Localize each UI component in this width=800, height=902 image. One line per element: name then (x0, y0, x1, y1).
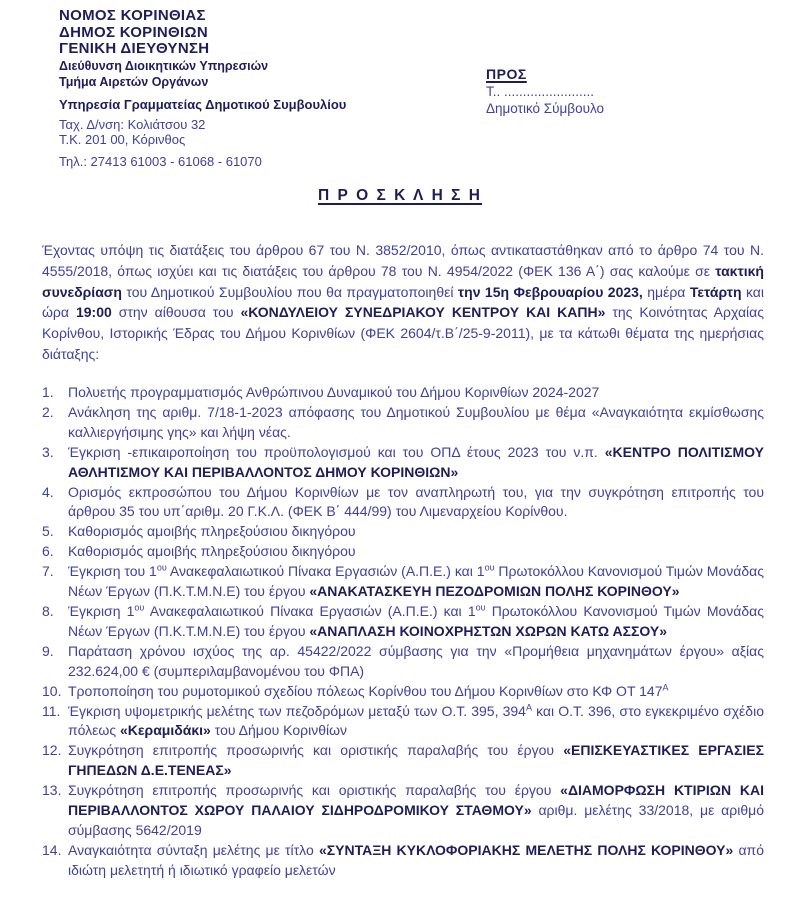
text-segment: Συγκρότηση επιτροπής προσωρινής και οριστικής παραλαβής του έργου (68, 782, 561, 799)
letterhead-contact-lines (59, 117, 479, 170)
letterhead-org-line: ΓΕΝΙΚΗ ΔΙΕΥΘΥΝΣΗ (59, 40, 210, 57)
text-segment: Παράταση χρόνου ισχύος της αρ. 45422/2022 σύμβασης για την «Προμήθεια μηχανημάτων έργου» αξίας 232.624,00 € (συμπεριλαμβανομένου του ΦΠΑ) (68, 642, 764, 679)
text-segment: 19:00 (75, 304, 112, 321)
agenda-item (42, 682, 764, 702)
text-segment: ου (134, 602, 145, 613)
document-title (0, 187, 800, 205)
agenda-item (42, 741, 764, 781)
text-segment: Πρωτοκόλλου Κανονισμού Τιμών Μονάδας Νέων Έργων (Π.Κ.Τ.Μ.Ν.Ε) του έργου (68, 563, 764, 600)
agenda-item (42, 841, 764, 881)
text-segment: και ώρα (42, 283, 764, 321)
text-segment: ου (484, 562, 495, 573)
agenda-item-text (68, 522, 764, 542)
letterhead-service-line: Υπηρεσία Γραμματείας Δημοτικού Συμβουλίου (59, 96, 347, 112)
agenda-item-number: 13. (42, 782, 62, 799)
text-segment: «ΣΥΝΤΑΞΗ ΚΥΚΛΟΦΟΡΙΑΚΗΣ ΜΕΛΕΤΗΣ ΠΟΛΗΣ ΚΟΡΙΝΘΟΥ» (318, 841, 734, 858)
agenda-item (42, 522, 764, 542)
text-segment: την 15η Φεβρουαρίου 2023, (457, 283, 643, 300)
agenda-item-number: 7. (42, 563, 54, 580)
agenda-item-text (68, 702, 764, 742)
recipient-role: Δημοτικό Σύμβουλο (486, 101, 605, 116)
text-segment: Ορισμός εκπροσώπου του Δήμου Κορινθίων με τον αναπληρωτή του, για την συγκρότηση επιτροπής του άρθρου 35 του υπ΄αριθμ. 20 Γ.Κ.Λ. (ΦΕΚ Β΄ 444/99) του Λιμεναρχείου Κορίνθου. (68, 483, 764, 520)
agenda-item-number: 2. (42, 403, 54, 420)
text-segment: αριθμ. μελέτης 33/2018, με αριθμό σύμβασης 5642/2019 (68, 802, 764, 838)
document-title-text: Π Ρ Ο Σ Κ Λ Η Σ Η (318, 187, 482, 204)
agenda-item-number: 8. (42, 602, 54, 619)
text-segment: και Ο.Τ. 396, στο εγκεκριμένο σχέδιο πόλεως (68, 702, 764, 739)
text-segment: από ιδιώτη μελετητή ή ιδιωτικό γραφείο μελετών (68, 841, 764, 878)
agenda-item-number: 1. (42, 384, 54, 400)
text-segment: Έγκριση του 1 (68, 563, 157, 580)
agenda-item-number: 4. (42, 483, 54, 500)
agenda-item (42, 443, 764, 483)
agenda-item-text (68, 562, 764, 602)
agenda-item (42, 562, 764, 602)
recipient-label: ΠΡΟΣ (486, 66, 527, 82)
text-segment: Α (662, 681, 669, 692)
text-segment: Ανακεφαλαιωτικού Πίνακα Εργασιών (Α.Π.Ε.) και 1 (144, 602, 476, 619)
text-segment: Έγκριση υψομετρικής μελέτης των πεζοδρόμων μεταξύ των Ο.Τ. 395, 394 (68, 702, 526, 719)
text-segment: Τετάρτη (689, 283, 742, 300)
text-segment: του Δήμου Κορινθίων (210, 722, 348, 739)
agenda-item (42, 781, 764, 841)
agenda-item-number: 10. (42, 682, 62, 699)
letterhead-dept-line: Τμήμα Αιρετών Οργάνων (59, 75, 209, 89)
text-segment: Αναγκαιότητα σύνταξη μελέτης με τίτλο (68, 841, 319, 858)
letterhead-org-lines (59, 8, 479, 58)
text-segment: Έχοντας υπόψη τις διατάξεις του άρθρου 67 του Ν. 3852/2010, όπως αντικαταστάθηκαν από το άρθρο 74 του Ν. 4555/2018, όπως ισχύει και τις διατάξεις του άρθρου 78 του Ν. 4954/2022 (ΦΕΚ 136 Α΄) σας καλούμε σε (42, 242, 764, 279)
intro-paragraph (42, 240, 764, 365)
agenda-item-text (68, 403, 764, 443)
text-segment: Α (525, 701, 532, 712)
text-segment: Πρωτοκόλλου Κανονισμού Τιμών Μονάδας Νέων Έργων (Π.Κ.Τ.Μ.Ν.Ε) του έργου (68, 602, 765, 639)
text-segment: «Κεραμιδάκι» (120, 722, 211, 739)
agenda-item-number: 11. (42, 702, 61, 719)
text-segment: Πολυετής προγραμματισμός Ανθρώπινου Δυναμικού του Δήμου Κορινθίων 2024-2027 (68, 384, 600, 400)
agenda-item (42, 602, 764, 642)
text-segment: «ΑΝΑΠΛΑΣΗ ΚΟΙΝΟΧΡΗΣΤΩΝ ΧΩΡΩΝ ΚΑΤΩ ΑΣΣΟΥ» (309, 622, 668, 639)
agenda-item-number: 5. (42, 523, 54, 540)
letterhead-dept-lines (59, 59, 479, 91)
agenda-list (42, 383, 764, 881)
agenda-item-text (68, 383, 764, 403)
agenda-item-text (68, 443, 764, 483)
text-segment: ου (156, 562, 167, 573)
text-segment: Καθορισμός αμοιβής πληρεξούσιου δικηγόρου (68, 523, 356, 540)
text-segment: «ΔΙΑΜΟΡΦΩΣΗ ΚΤΙΡΙΩΝ ΚΑΙ ΠΕΡΙΒΑΛΛΟΝΤΟΣ ΧΩΡΟΥ ΠΑΛΑΙΟΥ ΣΙΔΗΡΟΔΡΟΜΙΚΟΥ ΣΤΑΘΜΟΥ» (68, 782, 764, 819)
agenda-item-text (68, 682, 764, 702)
text-segment: Τροποποίηση του ρυμοτομικού σχεδίου πόλεως Κορίνθου του Δήμου Κορινθίων στο ΚΦ ΟΤ 147 (68, 682, 663, 699)
agenda-item-text (68, 602, 764, 642)
text-segment: Ανακεφαλαιωτικού Πίνακα Εργασιών (Α.Π.Ε.) και 1 (166, 563, 485, 580)
agenda-item-text (68, 483, 764, 523)
agenda-item-number: 3. (42, 443, 54, 460)
text-segment: της Κοινότητας Αρχαίας Κορίνθου, Ιστορικής Έδρας του Δήμου Κορινθίων (ΦΕΚ 2604/τ.Β΄/25-9-2011), με τα κάτωθι θέματα της ημερήσιας διάταξης: (42, 304, 764, 362)
text-segment: του Δημοτικού Συμβουλίου που θα πραγματοποιηθεί (121, 283, 458, 300)
agenda-item-text (68, 741, 764, 781)
text-segment: «ΕΠΙΣΚΕΥΑΣΤΙΚΕΣ ΕΡΓΑΣΙΕΣ ΓΗΠΕΔΩΝ Δ.Ε.ΤΕΝΕΑΣ» (68, 742, 764, 779)
letterhead-org-line: ΔΗΜΟΣ ΚΟΡΙΝΘΙΩΝ (59, 23, 208, 41)
agenda-item (42, 483, 764, 523)
letterhead-contact-line: Τηλ.: 27413 61003 - 61068 - 61070 (59, 153, 262, 169)
text-segment: τακτική συνεδρίαση (42, 262, 764, 300)
agenda-item-number: 12. (42, 742, 62, 759)
text-segment: Έγκριση -επικαιροποίηση του προϋπολογισμού και του ΟΠΔ έτους 2023 του ν.π. (68, 443, 605, 460)
agenda-item-number: 6. (42, 543, 54, 560)
agenda-item-text (68, 841, 764, 881)
text-segment: Έγκριση 1 (68, 602, 135, 619)
agenda-item (42, 403, 764, 443)
agenda-item (42, 702, 764, 742)
agenda-item (42, 542, 764, 562)
text-segment: στην αίθουσα του (111, 304, 241, 321)
letterhead (59, 8, 479, 169)
agenda-item (42, 383, 764, 403)
recipient-block (486, 66, 604, 117)
letterhead-contact-line: Τ.Κ. 201 00, Κόρινθος (59, 132, 186, 147)
recipient-addressee: Τ.. ........................ (486, 84, 595, 99)
text-segment: Συγκρότηση επιτροπής προσωρινής και οριστικής παραλαβής του έργου (68, 742, 564, 759)
text-segment: «ΚΟΝΔΥΛΕΙΟΥ ΣΥΝΕΔΡΙΑΚΟΥ ΚΕΝΤΡΟΥ ΚΑΙ ΚΑΠΗ» (240, 304, 606, 321)
agenda-item-text (68, 542, 764, 562)
text-segment: Καθορισμός αμοιβής πληρεξούσιου δικηγόρου (68, 543, 356, 560)
letterhead-org-line: ΝΟΜΟΣ ΚΟΡΙΝΘΙΑΣ (59, 7, 206, 24)
text-segment: «ΑΝΑΚΑΤΑΣΚΕΥΗ ΠΕΖΟΔΡΟΜΙΩΝ ΠΟΛΗΣ ΚΟΡΙΝΘΟΥ» (309, 583, 680, 600)
text-segment: Ανάκληση της αριθμ. 7/18-1-2023 απόφασης του Δημοτικού Συμβουλίου με θέμα «Αναγκαιότητα εκμίσθωσης καλλιεργήσιμης γης» και λήψη νέας. (68, 403, 764, 440)
agenda-item-number: 14. (42, 841, 62, 858)
agenda-item (42, 642, 764, 682)
agenda-item-text (68, 781, 764, 841)
agenda-item-number: 9. (42, 642, 54, 659)
letterhead-dept-line: Διεύθυνση Διοικητικών Υπηρεσιών (59, 58, 269, 73)
text-segment: ημέρα (642, 283, 690, 300)
text-segment: ου (475, 602, 486, 613)
letterhead-contact-line: Ταχ. Δ/νση: Κολιάτσου 32 (59, 116, 206, 132)
text-segment: «ΚΕΝΤΡΟ ΠΟΛΙΤΙΣΜΟΥ ΑΘΛΗΤΙΣΜΟΥ ΚΑΙ ΠΕΡΙΒΑΛΛΟΝΤΟΣ ΔΗΜΟΥ ΚΟΡΙΝΘΙΩΝ» (68, 443, 764, 480)
agenda-item-text (68, 642, 764, 682)
